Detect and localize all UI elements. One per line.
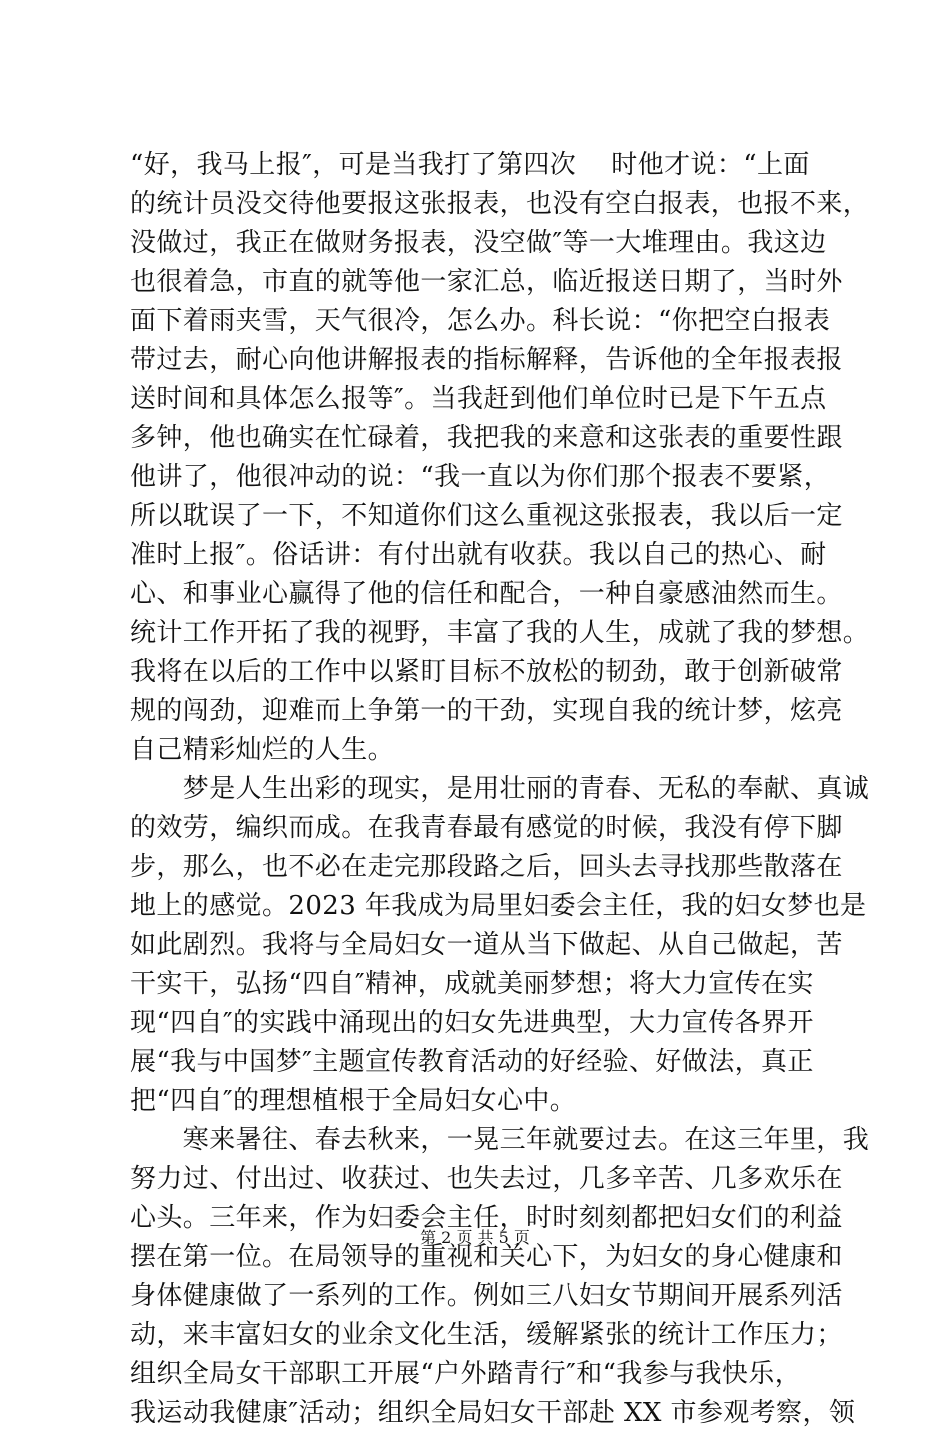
text-line: 面下着雨夹雪，天气很冷，怎么办。科长说：“你把空白报表 (130, 306, 831, 336)
text-line: 动，来丰富妇女的业余文化生活，缓解紧张的统计工作压力； (130, 1320, 843, 1350)
text-line: 的统计员没交待他要报这张报表，也没有空白报表，也报不来， (130, 189, 870, 219)
text-line: 准时上报″。俗话讲：有付出就有收获。我以自己的热心、耐 (130, 540, 827, 570)
page-number-footer: 第 2 页 共 5 页 (420, 1228, 530, 1247)
text-line: 如此剧烈。我将与全局妇女一道从当下做起、从自己做起，苦 (130, 930, 843, 960)
text-line: 现“四自″的实践中涌现出的妇女先进典型，大力宣传各界开 (130, 1008, 814, 1038)
text-line: 梦是人生出彩的现实，是用壮丽的青春、无私的奉献、真诚 (130, 774, 870, 804)
text-line: 统计工作开拓了我的视野，丰富了我的人生，成就了我的梦想。 (130, 618, 870, 648)
text-line: 没做过，我正在做财务报表，没空做″等一大堆理由。我这边 (130, 228, 827, 258)
text-line: 身体健康做了一系列的工作。例如三八妇女节期间开展系列活 (130, 1281, 843, 1311)
text-line: “好，我马上报″，可是当我打了第四次 时他才说：“上面 (130, 150, 810, 180)
text-line: 规的闯劲，迎难而上争第一的干劲，实现自我的统计梦，炫亮 (130, 696, 843, 726)
text-line: 展“我与中国梦″主题宣传教育活动的好经验、好做法，真正 (130, 1047, 814, 1077)
text-line: 送时间和具体怎么报等″。当我赶到他们单位时已是下午五点 (130, 384, 827, 414)
text-line: 把“四自″的理想植根于全局妇女心中。 (130, 1086, 577, 1116)
text-line: 心头。三年来，作为妇委会主任，时时刻刻都把妇女们的利益 (130, 1203, 843, 1233)
text-line: 步，那么，也不必在走完那段路之后，回头去寻找那些散落在 (130, 852, 843, 882)
text-line: 的效劳，编织而成。在我青春最有感觉的时候，我没有停下脚 (130, 813, 843, 843)
text-line: 我将在以后的工作中以紧盯目标不放松的韧劲，敢于创新破常 (130, 657, 843, 687)
text-line: 干实干，弘扬“四自″精神，成就美丽梦想；将大力宣传在实 (130, 969, 814, 999)
text-line: 带过去，耐心向他讲解报表的指标解释，告诉他的全年报表报 (130, 345, 843, 375)
text-line: 努力过、付出过、收获过、也失去过，几多辛苦、几多欢乐在 (130, 1164, 843, 1194)
text-line: 心、和事业心赢得了他的信任和配合，一种自豪感油然而生。 (130, 579, 843, 609)
text-line: 寒来暑往、春去秋来，一晃三年就要过去。在这三年里，我 (130, 1125, 870, 1155)
text-line: 摆在第一位。在局领导的重视和关心下，为妇女的身心健康和 (130, 1242, 843, 1272)
text-line: 多钟，他也确实在忙碌着，我把我的来意和这张表的重要性跟 (130, 423, 843, 453)
text-line: 组织全局女干部职工开展“户外踏青行″和“我参与我快乐， (130, 1359, 802, 1389)
text-line: 自己精彩灿烂的人生。 (130, 735, 395, 765)
text-line: 所以耽误了一下，不知道你们这么重视这张报表，我以后一定 (130, 501, 843, 531)
text-line: 他讲了，他很冲动的说：“我一直以为你们那个报表不要紧， (130, 462, 831, 492)
text-line: 我运动我健康″活动；组织全局妇女干部赴 XX 市参观考察，领 (130, 1398, 856, 1428)
text-line: 也很着急，市直的就等他一家汇总，临近报送日期了，当时外 (130, 267, 843, 297)
text-line: 地上的感觉。2023 年我成为局里妇委会主任，我的妇女梦也是 (130, 891, 867, 921)
